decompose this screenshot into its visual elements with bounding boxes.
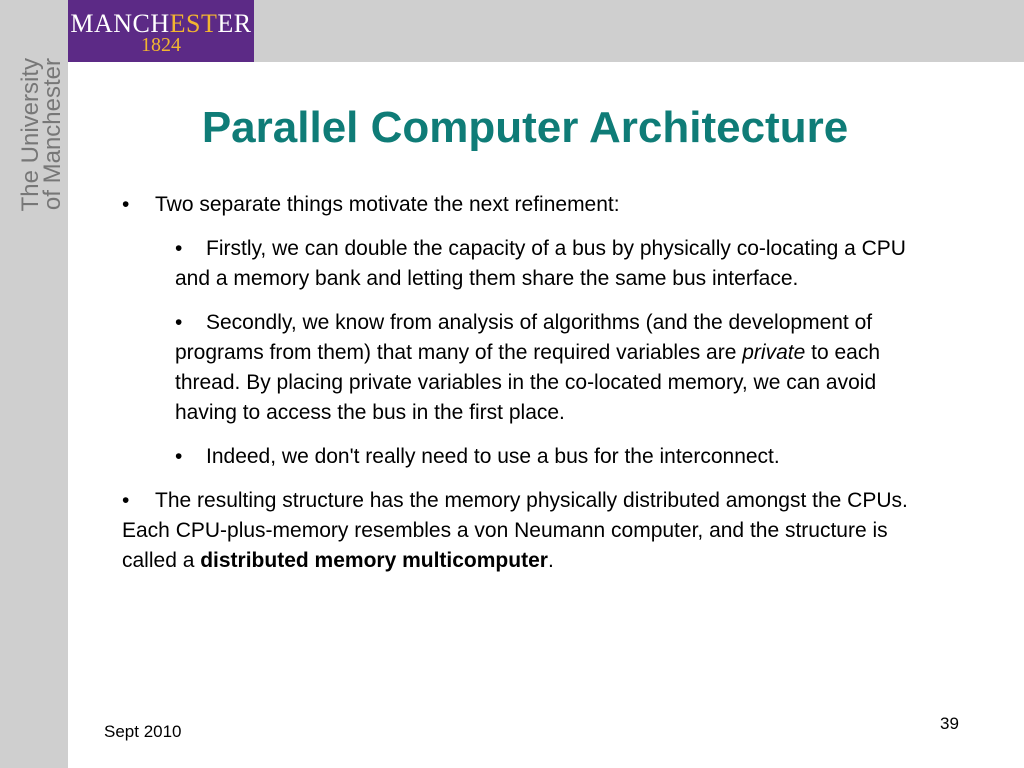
bullet-text: Indeed, we don't really need to use a bus for the interconnect. xyxy=(206,445,780,468)
bullet-text: The resulting structure has the memory physically distributed amongst the CPUs. Each CPU-plus-memory resembles a von Neumann computer, and the structure is called a xyxy=(122,489,908,572)
sub-bullet-item xyxy=(122,308,942,428)
bullet-icon: • xyxy=(175,445,183,468)
bullet-icon: • xyxy=(122,193,130,216)
bullet-icon: • xyxy=(122,489,130,512)
bullet-text: Two separate things motivate the next refinement: xyxy=(155,193,620,216)
sub-bullet-item xyxy=(122,442,942,472)
logo-name-part: ER xyxy=(217,9,252,38)
bullet-text: . xyxy=(547,549,554,572)
slide-title: Parallel Computer Architecture xyxy=(201,103,849,152)
wordmark-line-1: The University xyxy=(17,58,44,212)
page-number: 39 xyxy=(940,714,959,733)
bullet-text: Firstly, we can double the capacity of a bus by physically co-locating a CPU and a memory bank and letting them share the same bus interface. xyxy=(175,237,906,290)
bullet-item xyxy=(122,486,942,576)
bullet-icon: • xyxy=(175,311,183,334)
bullet-item xyxy=(122,190,942,220)
sub-bullet-item xyxy=(122,234,942,294)
wordmark-line-2: of Manchester xyxy=(39,58,66,211)
bullet-text: to each thread. By placing private variables in the co-located memory, we can avoid having to access the bus in the first place. xyxy=(175,341,881,424)
vertical-wordmark xyxy=(17,58,66,218)
footer-date: Sept 2010 xyxy=(104,722,182,741)
bullet-icon: • xyxy=(175,237,183,260)
bullet-text: Secondly, we know from analysis of algorithms (and the development of programs from them) that many of the required variables are xyxy=(175,311,873,364)
logo-year: 1824 xyxy=(141,34,181,56)
emphasis-text: private xyxy=(742,341,806,364)
logo-name-accent: EST xyxy=(169,9,218,38)
university-logo xyxy=(68,0,254,62)
bold-term: distributed memory multicomputer xyxy=(200,549,548,572)
logo-name-part: MANCH xyxy=(70,9,170,38)
slide-body xyxy=(122,190,942,590)
